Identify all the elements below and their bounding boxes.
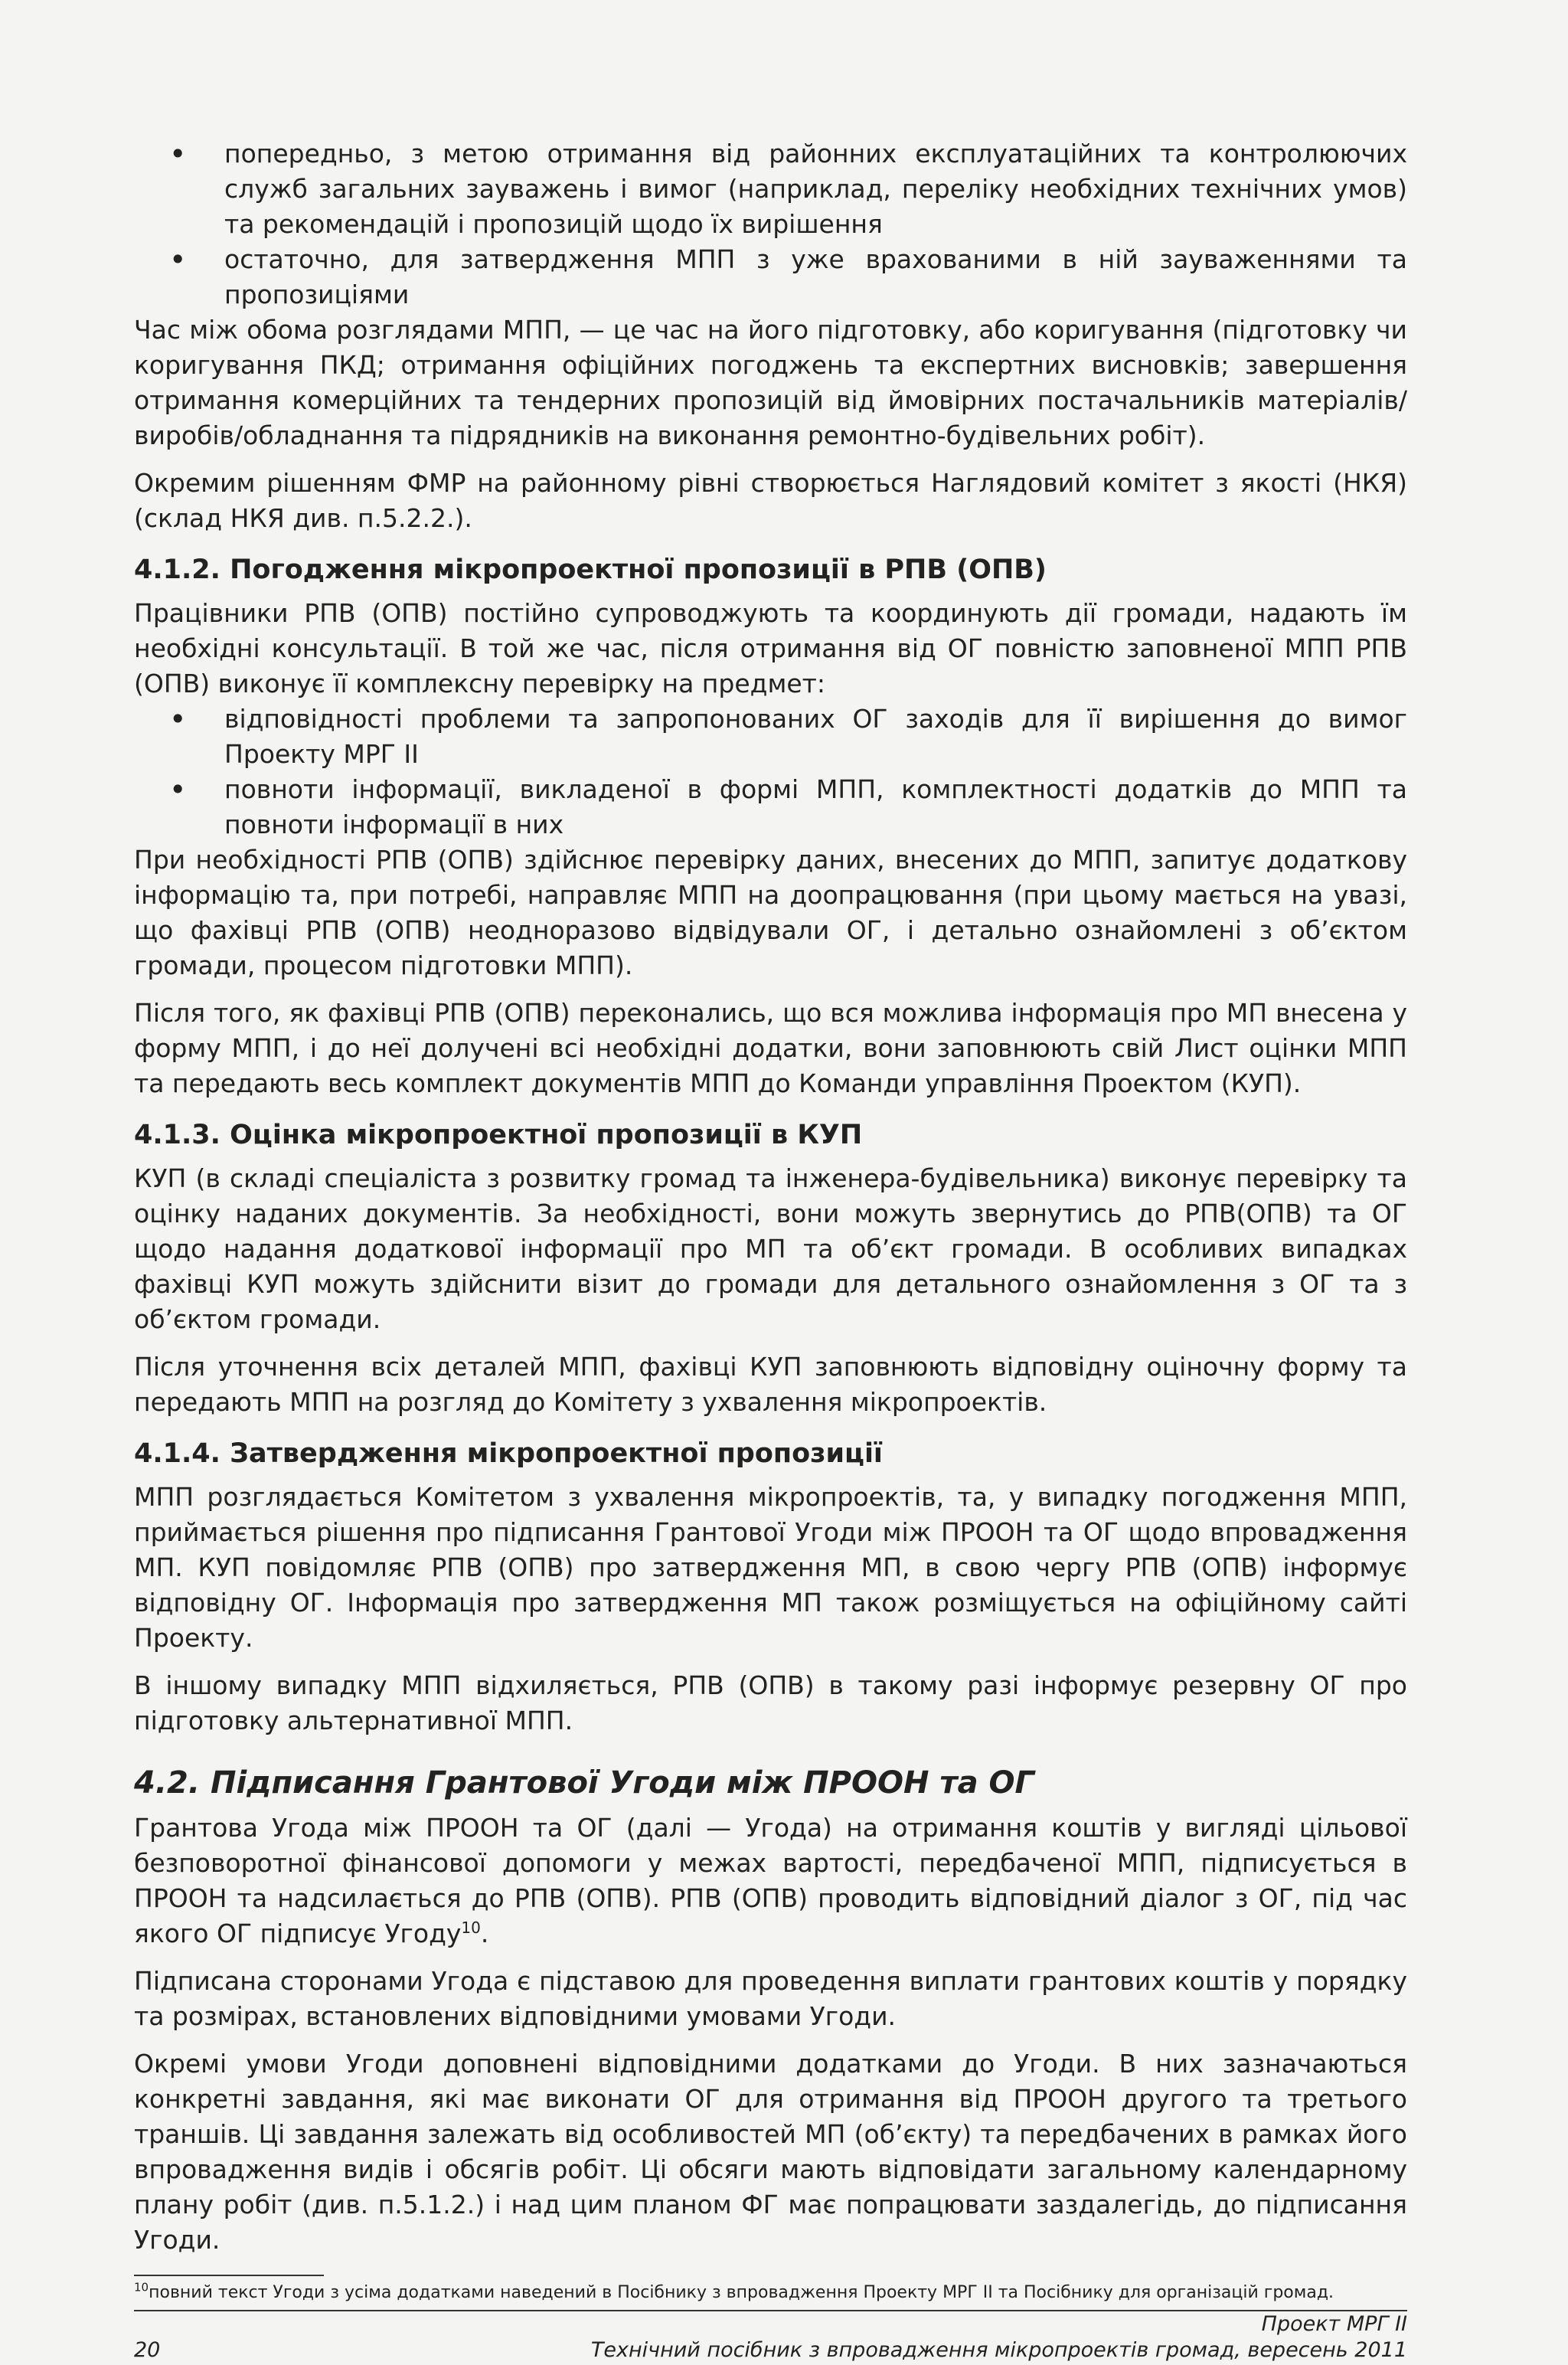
footnote [134,2281,1407,2305]
footnote-number: 10 [134,2280,149,2295]
footnote-reference[interactable]: 10 [461,1918,481,1937]
footer-title: Технічний посібник з впровадження мікропроектів громад, вересень 2011 [590,2338,1407,2362]
paragraph-text: Грантова Угода між ПРООН та ОГ (далі — Угода) на отримання коштів у вигляді цільової безповоротної фінансової допомоги у межах вартості, передбаченої МПП, підписується в ПРООН та надсилається до РПВ (ОПВ). РПВ (ОПВ) проводить відповідний діалог з ОГ, під час якого ОГ підписує Угоду [134,1813,1407,1948]
paragraph: Підписана сторонами Угода є підставою для проведення виплати грантових коштів у порядку та розмірах, встановлених відповідними умовами Угоди. [134,1966,1407,2031]
heading-4-2: 4.2. Підписання Грантової Угоди між ПРООН та ОГ [134,1765,1034,1801]
paragraph [134,1811,1407,1951]
footer-project: Проект МРГ ІІ [1261,2312,1407,2336]
intro-bullet-list [134,136,1407,312]
paragraph-end: . [480,1918,489,1948]
check-bullet-list [134,702,1407,842]
page-footer [134,2311,1407,2365]
paragraph: Після того, як фахівці РПВ (ОПВ) переконались, що вся можлива інформація про МП внесена у форму МПП, і до неї долучені всі необхідні додатки, вони заповнюють свій Лист оцінки МПП та передають весь комплект документів МПП до Команди управління Проектом (КУП). [134,998,1407,1098]
paragraph: В іншому випадку МПП відхиляється, РПВ (ОПВ) в такому разі інформує резервну ОГ про підготовку альтернативної МПП. [134,1670,1407,1735]
heading-4-1-3: 4.1.3. Оцінка мікропроектної пропозиції в КУП [134,1120,863,1150]
paragraph-nkya: Окремим рішенням ФМР на районному рівні створюється Наглядовий комітет з якості (НКЯ) (склад НКЯ див. п.5.2.2.). [134,468,1407,533]
heading-4-1-4: 4.1.4. Затвердження мікропроектної пропозиції [134,1438,883,1469]
document-page [134,136,1407,2365]
paragraph: МПП розглядається Комітетом з ухвалення мікропроектів, та, у випадку погодження МПП, приймається рішення про підписання Грантової Угоди між ПРООН та ОГ щодо впровадження МП. КУП повідомляє РПВ (ОПВ) про затвердження МП, в свою чергу РПВ (ОПВ) інформує відповідну ОГ. Інформація про затвердження МП також розміщується на офіційному сайті Проекту. [134,1482,1407,1653]
paragraph: КУП (в складі спеціаліста з розвитку громад та інженера-будівельника) виконує перевірку та оцінку наданих документів. За необхідності, вони можуть звернутись до РПВ(ОПВ) та ОГ щодо надання додаткової інформації про МП та об’єкт громади. В особливих випадках фахівці КУП можуть здійснити візит до громади для детального ознайомлення з ОГ та з об’єктом громади. [134,1163,1407,1334]
paragraph: Працівники РПВ (ОПВ) постійно супроводжують та координують дії громади, надають їм необхідні консультації. В той же час, після отримання від ОГ повністю заповненої МПП РПВ (ОПВ) виконує її комплексну перевірку на предмет: [134,598,1407,698]
list-item: • попередньо, з метою отримання від районних експлуатаційних та контролюючих служб загальних зауважень і вимог (наприклад, переліку необхідних технічних умов) та рекомендацій і пропозицій щодо їх вирішення [134,136,1407,242]
paragraph: Після уточнення всіх деталей МПП, фахівці КУП заповнюють відповідну оціночну форму та передають МПП на розгляд до Комітету з ухвалення мікропроектів. [134,1352,1407,1417]
list-item: • повноти інформації, викладеної в формі МПП, комплектності додатків до МПП та повноти інформації в них [134,772,1407,842]
page-number: 20 [134,2338,161,2362]
list-item: • остаточно, для затвердження МПП з уже врахованими в ній зауваженнями та пропозиціями [134,242,1407,312]
footnote-divider [134,2275,324,2276]
heading-4-1-2: 4.1.2. Погодження мікропроектної пропозиції в РПВ (ОПВ) [134,554,1047,585]
paragraph: При необхідності РПВ (ОПВ) здійснює перевірку даних, внесених до МПП, запитує додаткову інформацію та, при потребі, направляє МПП на доопрацювання (при цьому мається на увазі, що фахівці РПВ (ОПВ) неодноразово відвідували ОГ, і детально ознайомлені з об’єктом громади, процесом підготовки МПП). [134,845,1407,980]
paragraph-time: Час між обома розглядами МПП, — це час на його підготовку, або коригування (підготовку чи коригування ПКД; отримання офіційних погоджень та експертних висновків; завершення отримання комерційних та тендерних пропозицій від ймовірних постачальників матеріалів/виробів/обладнання та підрядників на виконання ремонтно-будівельних робіт). [134,315,1407,450]
footnote-text: повний текст Угоди з усіма додатками наведений в Посібнику з впровадження Проекту МРГ ІІ та Посібнику для організацій громад. [149,2283,1334,2302]
list-item: • відповідності проблеми та запропонованих ОГ заходів для її вирішення до вимог Проекту МРГ ІІ [134,702,1407,772]
paragraph: Окремі умови Угоди доповнені відповідними додатками до Угоди. В них зазначаються конкретні завдання, які має виконати ОГ для отримання від ПРООН другого та третього траншів. Ці завдання залежать від особливостей МП (об’єкту) та передбачених в рамках його впровадження видів і обсягів робіт. Ці обсяги мають відповідати загальному календарному плану робіт (див. п.5.1.2.) і над цим планом ФГ має попрацювати заздалегідь, до підписання Угоди. [134,2049,1407,2255]
